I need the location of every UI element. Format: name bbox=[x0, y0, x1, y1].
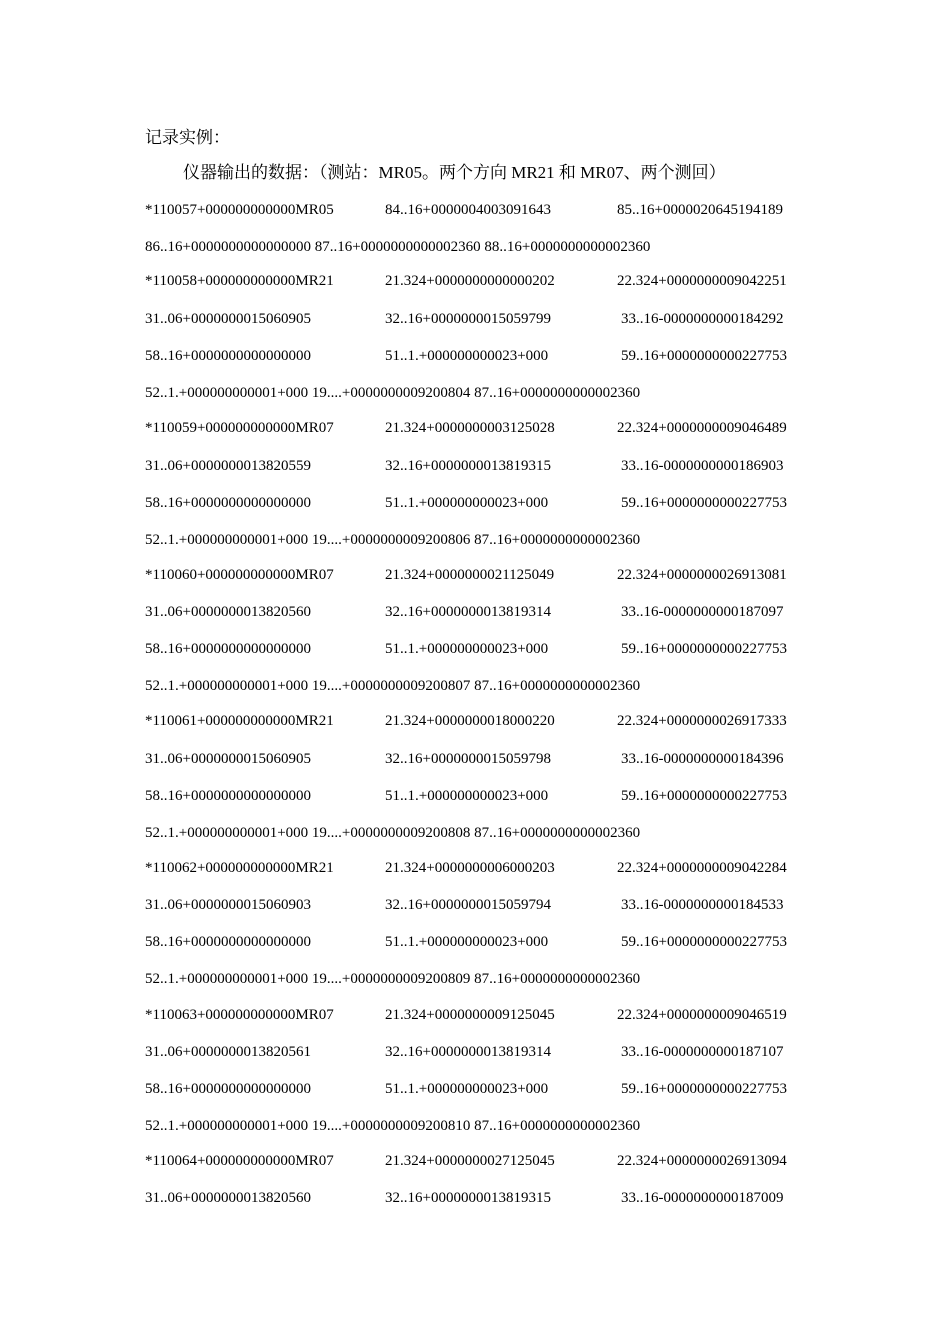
data-record-line bbox=[145, 1041, 825, 1063]
data-record-field: 58..16+0000000000000000 bbox=[145, 788, 311, 804]
data-record-field: 58..16+0000000000000000 bbox=[145, 495, 311, 511]
data-record-line bbox=[145, 748, 825, 770]
data-record-field: 31..06+0000000015060905 bbox=[145, 311, 311, 327]
data-record-line bbox=[145, 968, 825, 990]
data-record-field: 59..16+0000000000227753 bbox=[621, 495, 787, 511]
data-record-line bbox=[145, 785, 825, 807]
data-record-line bbox=[145, 345, 825, 367]
data-record-field: 33..16-0000000000184292 bbox=[621, 311, 784, 327]
data-record-field: 51..1.+000000000023+000 bbox=[385, 495, 549, 511]
data-record-field: 32..16+0000000013819314 bbox=[385, 604, 551, 620]
data-record-text: 86..16+0000000000000000 87..16+0000000000002360 88..16+0000000000002360 bbox=[145, 239, 651, 255]
data-record-text: 52..1.+000000000001+000 19....+0000000009200806 87..16+0000000000002360 bbox=[145, 532, 641, 548]
data-record-field: 21.324+0000000000000202 bbox=[385, 273, 555, 289]
data-record-field: 33..16-0000000000186903 bbox=[621, 458, 784, 474]
data-record-line bbox=[145, 601, 825, 623]
data-record-field: 32..16+0000000013819315 bbox=[385, 458, 551, 474]
data-record-line bbox=[145, 564, 825, 586]
data-record-field: *110060+000000000000MR07 bbox=[145, 567, 334, 583]
data-record-line bbox=[145, 270, 825, 292]
data-record-field: *110064+000000000000MR07 bbox=[145, 1153, 334, 1169]
data-record-line bbox=[145, 417, 825, 439]
data-record-field: *110063+000000000000MR07 bbox=[145, 1007, 334, 1023]
data-record-field: 21.324+0000000006000203 bbox=[385, 860, 555, 876]
data-record-field: 33..16-0000000000184533 bbox=[621, 897, 784, 913]
data-record-field: 22.324+0000000009042284 bbox=[617, 860, 787, 876]
data-record-field: 51..1.+000000000023+000 bbox=[385, 641, 549, 657]
data-record-field: *110058+000000000000MR21 bbox=[145, 273, 334, 289]
data-record-field: 51..1.+000000000023+000 bbox=[385, 348, 549, 364]
data-record-line bbox=[145, 638, 825, 660]
data-record-field: 33..16-0000000000187107 bbox=[621, 1044, 784, 1060]
data-record-text: 52..1.+000000000001+000 19....+0000000009200809 87..16+0000000000002360 bbox=[145, 971, 641, 987]
data-record-field: 59..16+0000000000227753 bbox=[621, 348, 787, 364]
data-record-field: 59..16+0000000000227753 bbox=[621, 1081, 787, 1097]
data-record-line bbox=[145, 199, 825, 221]
data-record-field: 31..06+0000000013820560 bbox=[145, 1190, 311, 1206]
data-record-field: 51..1.+000000000023+000 bbox=[385, 934, 549, 950]
data-record-field: 31..06+0000000015060905 bbox=[145, 751, 311, 767]
data-record-field: *110061+000000000000MR21 bbox=[145, 713, 334, 729]
data-record-field: 59..16+0000000000227753 bbox=[621, 641, 787, 657]
data-record-field: 33..16-0000000000184396 bbox=[621, 751, 784, 767]
data-record-line bbox=[145, 236, 825, 258]
data-record-field: 32..16+0000000015059794 bbox=[385, 897, 551, 913]
data-record-field: 32..16+0000000013819314 bbox=[385, 1044, 551, 1060]
data-record-field: 32..16+0000000015059798 bbox=[385, 751, 551, 767]
data-record-field: 84..16+0000004003091643 bbox=[385, 202, 551, 218]
data-record-text: 52..1.+000000000001+000 19....+0000000009200804 87..16+0000000000002360 bbox=[145, 385, 641, 401]
data-record-field: 58..16+0000000000000000 bbox=[145, 641, 311, 657]
data-record-field: 21.324+0000000003125028 bbox=[385, 420, 555, 436]
data-record-field: 22.324+0000000009046519 bbox=[617, 1007, 787, 1023]
data-record-field: 31..06+0000000015060903 bbox=[145, 897, 311, 913]
data-record-line bbox=[145, 382, 825, 404]
data-record-field: 22.324+0000000009042251 bbox=[617, 273, 787, 289]
data-record-field: 31..06+0000000013820559 bbox=[145, 458, 311, 474]
data-record-line bbox=[145, 1150, 825, 1172]
data-record-line bbox=[145, 308, 825, 330]
data-record-field: 22.324+0000000026917333 bbox=[617, 713, 787, 729]
section-subheading: 仪器输出的数据：（测站：MR05。两个方向 MR21 和 MR07、两个测回） bbox=[183, 163, 726, 182]
data-record-text: 52..1.+000000000001+000 19....+0000000009200807 87..16+0000000000002360 bbox=[145, 678, 641, 694]
data-record-field: 51..1.+000000000023+000 bbox=[385, 788, 549, 804]
data-record-line bbox=[145, 710, 825, 732]
data-record-line bbox=[145, 822, 825, 844]
data-record-field: 51..1.+000000000023+000 bbox=[385, 1081, 549, 1097]
data-record-field: 58..16+0000000000000000 bbox=[145, 934, 311, 950]
data-record-line bbox=[145, 492, 825, 514]
data-record-field: 59..16+0000000000227753 bbox=[621, 788, 787, 804]
data-record-line bbox=[145, 455, 825, 477]
data-record-line bbox=[145, 1004, 825, 1026]
data-record-field: 33..16-0000000000187009 bbox=[621, 1190, 784, 1206]
data-record-field: 22.324+0000000009046489 bbox=[617, 420, 787, 436]
data-record-field: 21.324+0000000018000220 bbox=[385, 713, 555, 729]
data-record-line bbox=[145, 1187, 825, 1209]
data-record-field: 59..16+0000000000227753 bbox=[621, 934, 787, 950]
data-record-field: 33..16-0000000000187097 bbox=[621, 604, 784, 620]
data-record-text: 52..1.+000000000001+000 19....+0000000009200808 87..16+0000000000002360 bbox=[145, 825, 641, 841]
data-record-field: 85..16+0000020645194189 bbox=[617, 202, 783, 218]
data-record-field: *110062+000000000000MR21 bbox=[145, 860, 334, 876]
data-record-line bbox=[145, 857, 825, 879]
data-record-text: 52..1.+000000000001+000 19....+0000000009200810 87..16+0000000000002360 bbox=[145, 1118, 641, 1134]
data-record-field: *110057+000000000000MR05 bbox=[145, 202, 334, 218]
data-record-line bbox=[145, 529, 825, 551]
data-record-field: 22.324+0000000026913094 bbox=[617, 1153, 787, 1169]
data-record-field: 21.324+0000000027125045 bbox=[385, 1153, 555, 1169]
data-record-line bbox=[145, 675, 825, 697]
data-record-line bbox=[145, 894, 825, 916]
data-record-field: 58..16+0000000000000000 bbox=[145, 1081, 311, 1097]
section-heading: 记录实例： bbox=[145, 128, 230, 147]
data-record-field: 31..06+0000000013820561 bbox=[145, 1044, 311, 1060]
data-record-field: 21.324+0000000009125045 bbox=[385, 1007, 555, 1023]
data-record-line bbox=[145, 1115, 825, 1137]
data-record-field: 22.324+0000000026913081 bbox=[617, 567, 787, 583]
data-record-field: 58..16+0000000000000000 bbox=[145, 348, 311, 364]
data-record-line bbox=[145, 1078, 825, 1100]
data-record-field: 21.324+0000000021125049 bbox=[385, 567, 555, 583]
data-record-line bbox=[145, 931, 825, 953]
data-record-field: 32..16+0000000013819315 bbox=[385, 1190, 551, 1206]
data-record-field: *110059+000000000000MR07 bbox=[145, 420, 334, 436]
data-record-field: 32..16+0000000015059799 bbox=[385, 311, 551, 327]
data-record-field: 31..06+0000000013820560 bbox=[145, 604, 311, 620]
